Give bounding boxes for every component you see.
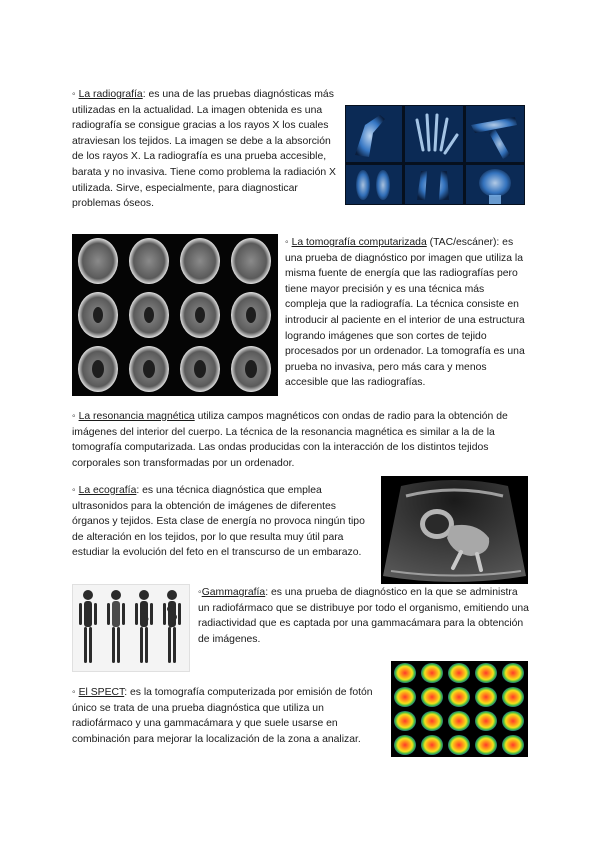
- ecografia-term: La ecografía: [78, 485, 137, 496]
- spect-term: El SPECT: [78, 687, 125, 698]
- tomografia-text: (TAC/escáner): es una prueba de diagnóstico por imagen que utiliza la misma fuente de energía que las radiografías pero tiene mayor precisión y es una técnica más compleja que la radiografía. La técnica consiste en introducir al paciente en el interior de una estructura logrando imágenes que son cortes de tejido procesados por un ordenador. La tomografía es una prueba no invasiva, pero más cara y menos accesible que las radiografías.: [285, 237, 525, 389]
- gammagrafia-term: Gammagrafía: [201, 587, 266, 598]
- resonancia-term: La resonancia magnética: [78, 411, 195, 422]
- spect-brain-grid-image: [391, 661, 528, 757]
- section-radiografia: [72, 87, 340, 212]
- ct-brain-slices-image: [72, 234, 278, 396]
- radiografia-paragraph: ◦ La radiografía: es una de las pruebas diagnósticas más utilizadas en la actualidad. La imagen obtenida es una radiografía se consigue gracias a los rayos X los cuales atraviesan los tejidos. La imagen se debe a la absorción de los rayos X. La radiografía es una prueba accesible, barata y no invasiva. Tiene como problema la radiación X utilizada. Sirve, especialmente, para diagnosticar problemas óseos.: [72, 89, 336, 210]
- tomografia-term: La tomografía computarizada: [291, 237, 427, 248]
- section-spect: [72, 685, 384, 747]
- gammagrafia-paragraph: ◦Gammagrafía: es una prueba de diagnóstico en la que se administra un radiofármaco que se distribuye por todo el organismo, emitiendo una radiactividad que es captada por una gammacámara para la obtención de imágenes.: [198, 587, 529, 645]
- xray-collage-image: [345, 105, 525, 205]
- tomografia-paragraph: ◦ La tomografía computarizada (TAC/escáner): es una prueba de diagnóstico por imagen que utiliza la misma fuente de energía que las radiografías pero tiene mayor precisión y es una técnica más compleja que la radiografía. La técnica consiste en introducir al paciente en el interior de una estructura logrando imágenes que son cortes de tejido procesados por un ordenador. La tomografía es una prueba no invasiva, pero más cara y menos accesible que las radiografías.: [285, 237, 525, 389]
- section-tomografia: [285, 235, 528, 391]
- radiografia-text: : es una de las pruebas diagnósticas más utilizadas en la actualidad. La imagen obtenida es una radiografía se consigue gracias a los rayos X los cuales atraviesan los tejidos. La imagen se debe a la absorción de los rayos X. La radiografía es una prueba accesible, barata y no invasiva. Tiene como problema la radiación X utilizada. Sirve, especialmente, para diagnosticar problemas óseos.: [72, 89, 336, 210]
- section-gammagrafia: [198, 585, 531, 647]
- resonancia-paragraph: ◦ La resonancia magnética utiliza campos magnéticos con ondas de radio para la obtención de imágenes del interior del cuerpo. La técnica de la resonancia magnética es similar a la de la tomografía computarizada. Las ondas producidas con la interacción de los distintos tejidos corporales son transformadas por un ordenador.: [72, 411, 508, 469]
- ecografia-paragraph: ◦ La ecografía: es una técnica diagnóstica que emplea ultrasonidos para la obtención de imágenes de diferentes órganos y tejidos. Esta clase de energía no provoca ningún tipo de alteración en los tejidos, por lo que resulta muy útil para estudiar la evolución del feto en el transcurso de un embarazo.: [72, 485, 365, 559]
- spect-paragraph: ◦ El SPECT: es la tomografía computerizada por emisión de fotón único se trata de una prueba diagnóstica que utiliza un radiofármaco y una gammacámara y que suele usarse en combinación para mejorar la localización de la zona a analizar.: [72, 687, 373, 745]
- gammagrafia-text: : es una prueba de diagnóstico en la que se administra un radiofármaco que se distribuye por todo el organismo, emitiendo una radiactividad que es captada por una gammacámara para la obtención de imágenes.: [198, 587, 529, 645]
- resonancia-text: utiliza campos magnéticos con ondas de radio para la obtención de imágenes del interior del cuerpo. La técnica de la resonancia magnética es similar a la de la tomografía computarizada. Las ondas producidas con la interacción de los distintos tejidos corporales son transformadas por un ordenador.: [72, 411, 508, 469]
- fetal-ultrasound-image: [381, 476, 528, 584]
- spect-text: : es la tomografía computerizada por emisión de fotón único se trata de una prueba diagnóstica que utiliza un radiofármaco y una gammacámara y que suele usarse en combinación para mejorar la localización de la zona a analizar.: [72, 687, 373, 745]
- bone-scan-image: [72, 584, 190, 672]
- ecografia-text: : es una técnica diagnóstica que emplea ultrasonidos para la obtención de imágenes de diferentes órganos y tejidos. Esta clase de energía no provoca ningún tipo de alteración en los tejidos, por lo que resulta muy útil para estudiar la evolución del feto en el transcurso de un embarazo.: [72, 485, 365, 559]
- section-ecografia: [72, 483, 375, 561]
- radiografia-term: La radiografía: [78, 89, 143, 100]
- section-resonancia: [72, 409, 530, 471]
